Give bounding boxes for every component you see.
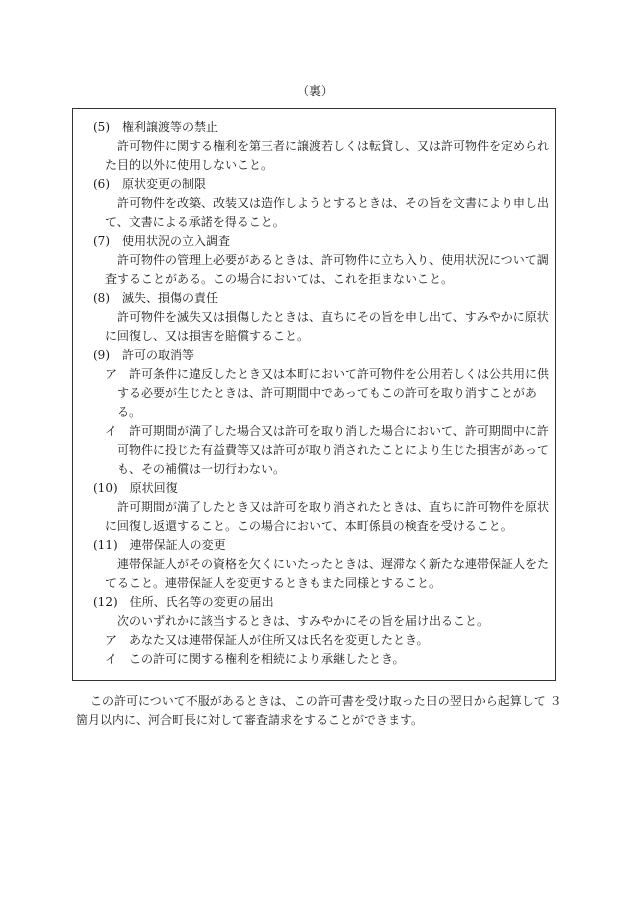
subitem-line: る。 <box>117 405 142 419</box>
condition-text-line: て、文書による承諾を得ること。 <box>105 215 285 229</box>
condition-text-line: 許可物件の管理上必要があるときは、許可物件に立ち入り、使用状況について調 <box>117 253 549 267</box>
page-header: （裏） <box>296 84 333 98</box>
appeal-notice-line: この許可について不服があるときは、この許可書を受け取った日の翌日から起算して ３ <box>90 694 562 708</box>
condition-heading: (7) 使用状況の立入調査 <box>93 234 230 248</box>
condition-heading: (9) 許可の取消等 <box>93 348 194 362</box>
condition-heading: (6) 原状変更の制限 <box>93 177 206 191</box>
appeal-notice-line: 箇月以内に、河合町長に対して審査請求をすることができます。 <box>76 713 424 727</box>
condition-text-line: 許可物件に関する権利を第三者に譲渡若しくは転貸し、又は許可物件を定められ <box>117 139 550 153</box>
condition-text-line: 許可期間が満了したとき又は許可を取り消されたときは、直ちに許可物件を原状 <box>117 500 550 514</box>
condition-heading: (10) 原状回復 <box>93 481 178 495</box>
condition-heading: (12) 住所、氏名等の変更の届出 <box>93 595 274 609</box>
subitem-line: も、その補償は一切行わない。 <box>117 462 286 476</box>
condition-heading: (8) 滅失、損傷の責任 <box>93 291 218 305</box>
subitem-line: ア 許可条件に違反したとき又は本町において許可物件を公用若しくは公共用に供 <box>105 367 550 381</box>
condition-text-line: た目的以外に使用しないこと。 <box>105 158 274 172</box>
subitem-line: イ この許可に関する権利を相続により承継したとき。 <box>105 652 405 666</box>
subitem-line: ア あなた又は連帯保証人が住所又は氏名を変更したとき。 <box>105 633 429 647</box>
condition-text-line: に回復し、又は損害を賠償すること。 <box>105 329 310 343</box>
subitem-line: する必要が生じたときは、許可期間中であってもこの許可を取り消すことがあ <box>117 386 537 400</box>
condition-heading: (5) 権利譲渡等の禁止 <box>93 120 218 134</box>
condition-text-line: 次のいずれかに該当するときは、すみやかにその旨を届け出ること。 <box>117 614 490 628</box>
condition-text-line: 許可物件を滅失又は損傷したときは、直ちにその旨を申し出て、すみやかに原状 <box>117 310 549 324</box>
condition-text-line: に回復し返還すること。この場合において、本町係員の検査を受けること。 <box>105 519 513 533</box>
condition-text-line: てること。連帯保証人を変更するときもまた同様とすること。 <box>105 576 442 590</box>
conditions-box <box>72 108 556 681</box>
subitem-line: イ 許可期間が満了した場合又は許可を取り消した場合において、許可期間中に許 <box>105 424 549 438</box>
condition-text-line: 査することがある。この場合においては、これを拒まないこと。 <box>105 272 454 286</box>
condition-heading: (11) 連帯保証人の変更 <box>93 538 226 552</box>
condition-text-line: 連帯保証人がその資格を欠くにいたったときは、遅滞なく新たな連帯保証人をた <box>117 557 550 571</box>
condition-text-line: 許可物件を改築、改装又は造作しようとするときは、その旨を文書により申し出 <box>117 196 550 210</box>
subitem-line: 可物件に投じた有益費等又は許可が取り消されたことにより生じた損害があって <box>117 443 549 457</box>
